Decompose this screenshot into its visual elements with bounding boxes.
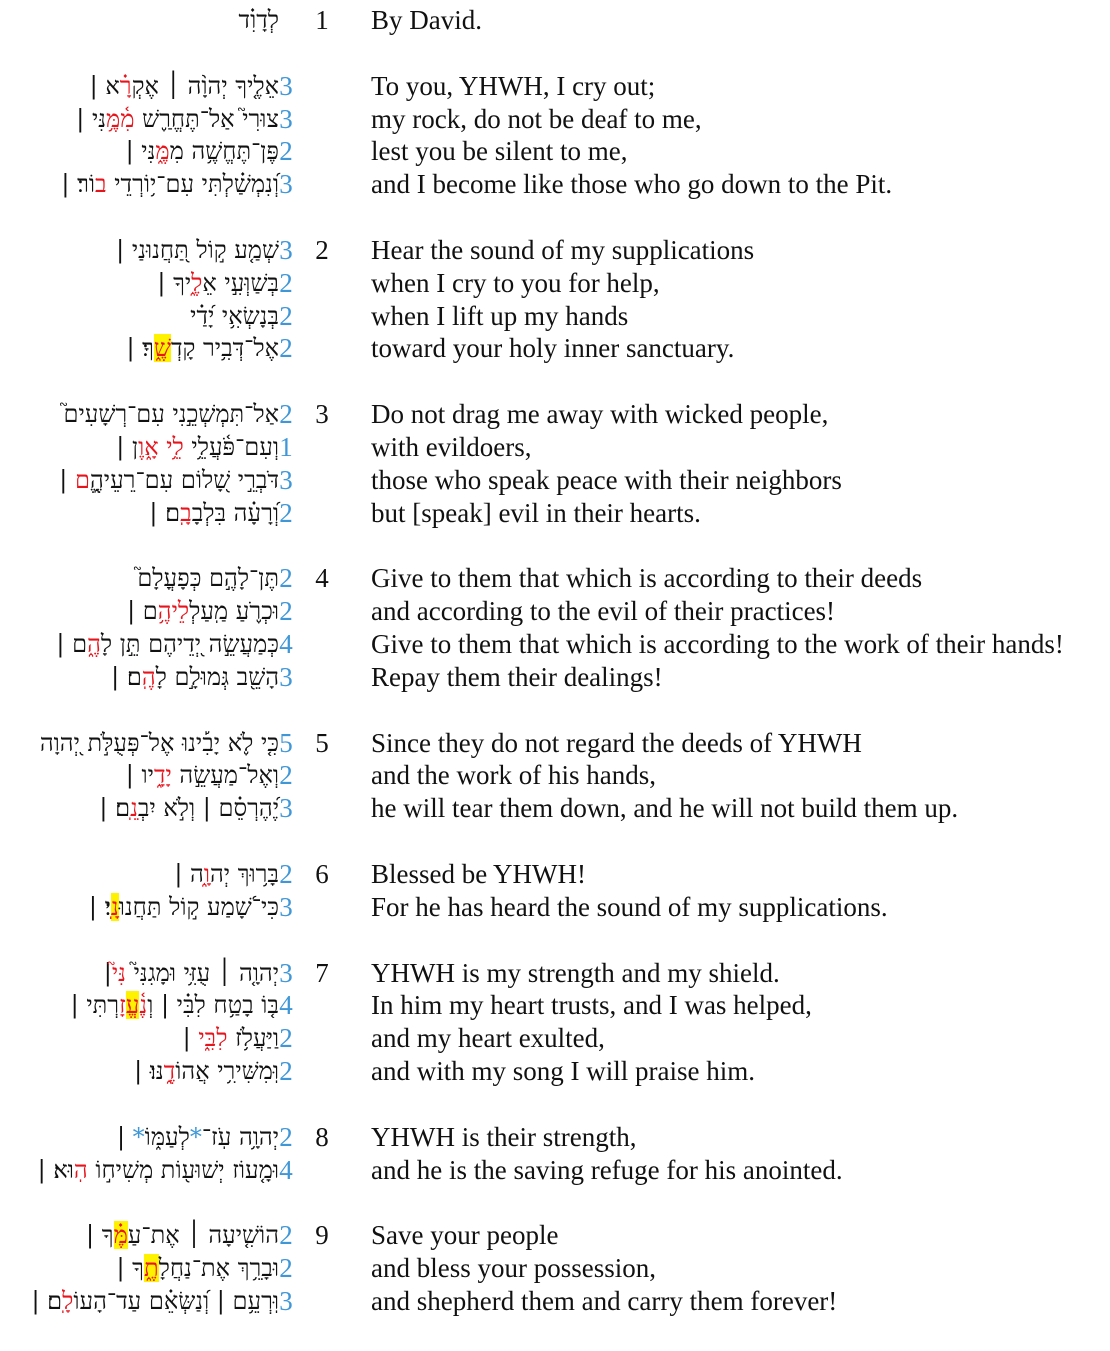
english-translation: and I become like those who go down to the Pit. [371,169,893,200]
verse-line [0,497,1110,530]
hebrew-segment: בּ֤וֹ בָטַ֥ח לִבִּ֗י | וְ [147,991,279,1020]
verse-line [0,957,1110,990]
hebrew-text [90,70,279,103]
english-translation: Hear the sound of my supplications [371,234,755,265]
hebrew-segment-hl: מֶּ֗ [113,1221,128,1250]
syllable-count: 2 [279,760,293,791]
verse-number: 8 [315,1121,329,1152]
hebrew-text [239,4,279,37]
hebrew-segment: ה | [174,859,204,888]
english-translation: Save your people [371,1220,559,1251]
hebrew-segment: וְ֝נִמְשַׁ֗לְתִּי עִם־י֥וֹרְדֵי [106,170,279,199]
verse-line [0,1219,1110,1252]
english-translation: and bless your possession, [371,1253,656,1284]
verse-line [0,1121,1110,1154]
syllable-count: 4 [279,628,293,659]
hebrew-segment-red: נִּי֮ [111,958,126,987]
verse-line [0,332,1110,365]
verse-line [0,168,1110,201]
syllable-count: 3 [279,793,293,824]
hebrew-text [40,727,279,760]
syllable-count: 2 [279,333,293,364]
syllable-count: 3 [279,103,293,134]
syllable-count: 4 [279,1154,293,1185]
verse-line [0,792,1110,825]
hebrew-text [127,595,279,628]
hebrew-segment: אַל־תִּמְשְׁכֵ֣נִי עִם־רְשָׁעִים֮ [63,400,279,429]
verse-line [0,858,1110,891]
hebrew-text [157,267,279,300]
verse-line [0,398,1110,431]
stanza [0,234,1110,365]
hebrew-segment: בְּשַׁוְּעִ֣י אֵ [202,268,279,297]
verse-line [0,103,1110,136]
hebrew-segment-red: יָדָ֑ [153,761,172,790]
hebrew-segment-red: רָ֗ [119,71,132,100]
hebrew-segment: יו | [125,761,154,790]
hebrew-segment: ם׃ | [111,662,142,691]
hebrew-text [137,562,279,595]
syllable-count: 2 [279,136,293,167]
english-translation: To you, YHWH, I cry out; [371,70,656,101]
stanza [0,70,1110,201]
syllable-count: 2 [279,1055,293,1086]
verse-line [0,989,1110,1022]
verse-number: 3 [315,399,329,430]
hebrew-text [59,464,279,497]
hebrew-segment: תֶּן־לָהֶ֣ם כְּפָעֳלָם֮ [137,564,279,593]
hebrew-segment-hl: עֱ [125,991,140,1020]
verse-line [0,759,1110,792]
syllable-count: 2 [279,1121,293,1152]
hebrew-segment: ם׃ | [99,794,131,823]
hebrew-segment: וּֽרְעֵ֥ם | וְ֝נַשְּׂאֵ֗ם עַד־הָעוֹ [73,1286,279,1315]
syllable-count: 3 [279,1285,293,1316]
syllable-count: 3 [279,957,293,988]
english-translation: toward your holy inner sanctuary. [371,333,735,364]
syllable-count: 1 [279,431,293,462]
stanza [0,727,1110,825]
hebrew-text [31,1285,279,1318]
hebrew-segment: ם׃ | [31,1286,63,1315]
verse-line [0,1022,1110,1055]
english-translation: and according to the evil of their practices! [371,596,836,627]
verse-line [0,135,1110,168]
stanza [0,1121,1110,1187]
hebrew-segment: ךָ | [116,1254,144,1283]
hebrew-text [89,891,279,924]
stanza [0,1219,1110,1317]
verse-line [0,70,1110,103]
english-translation: Repay them their dealings! [371,661,663,692]
hebrew-segment: כִּי־שָׁ֝מַע ק֣וֹל תַּחֲנוּ [118,892,279,921]
hebrew-text [149,497,279,530]
hebrew-segment: בָּר֥וּךְ יְה [209,859,279,888]
hebrew-segment: | [116,1122,133,1151]
verse-number: 7 [315,957,329,988]
hebrew-segment: יךָ | [157,268,192,297]
english-translation: Since they do not regard the deeds of YHWH [371,727,862,758]
verse-number: 6 [315,858,329,889]
english-translation: my rock, do not be deaf to me, [371,103,702,134]
hebrew-segment: רְתִּי | [70,991,120,1020]
hebrew-segment-red: לֵ֥י אָ֑וֶ [138,432,184,461]
hebrew-segment: יְהוָ֥ה עֹֽז־ [201,1122,279,1151]
hebrew-segment-red: מִ֫מֶּ֥ [106,104,135,133]
hebrew-text [63,398,279,431]
hebrew-segment-red: ה [73,1155,88,1184]
english-translation: Give to them that which is according to their deeds [371,563,923,594]
english-translation: lest you be silent to me, [371,136,628,167]
english-translation: and my heart exulted, [371,1023,605,1054]
english-translation: YHWH is their strength, [371,1121,637,1152]
stanza [0,562,1110,693]
hebrew-text [104,957,279,990]
hebrew-text [71,989,279,1022]
hebrew-segment: ם | [127,597,158,626]
hebrew-segment: אֵלֶ֤יךָ יְהוָ֨ה ׀ אֶקְ [131,71,279,100]
verse-line [0,234,1110,267]
syllable-count: 2 [279,267,293,298]
syllable-count: 3 [279,464,293,495]
hebrew-segment: הוֹשִׁ֤יעָה ׀ אֶת־עַ [127,1221,279,1250]
syllable-count: 2 [279,1023,293,1054]
hebrew-segment: וּֽמִשִּׁירִ֥י אֲהוֹ [175,1056,279,1085]
verse-number: 4 [315,563,329,594]
hebrew-text [190,300,279,333]
hebrew-text [61,168,279,201]
syllable-count: 4 [279,990,293,1021]
hebrew-segment: ֽוּא׃ | [37,1155,74,1184]
hebrew-segment: וְאֶל־מַעֲשֵׂ֣ה [171,761,279,790]
hebrew-segment: | [182,1024,199,1053]
verse-line [0,1154,1110,1187]
syllable-count: 2 [279,399,293,430]
verse-line [0,891,1110,924]
stanza [0,398,1110,529]
english-translation: and he is the saving refuge for his anointed. [371,1154,843,1185]
english-translation: By David. [371,5,482,35]
hebrew-segment: ךָ | [86,1221,114,1250]
verse-line [0,4,1110,37]
hebrew-segment-hl: שֶׁ֑ [153,334,171,363]
hebrew-segment: ךָ׃ | [126,334,154,363]
syllable-count: 3 [279,70,293,101]
hebrew-segment: הָשֵׁ֖ב גְּמוּלָ֣ם לָ [155,662,279,691]
hebrew-segment: וַיַּעֲלֹ֥ז [227,1024,279,1053]
hebrew-segment-red: דֶ֑ [163,1056,176,1085]
hebrew-text [126,135,279,168]
hebrew-segment-red: זָ [119,991,126,1020]
hebrew-segment: וְעִם־פֹּ֫עֲלֵ֥י [183,432,279,461]
hebrew-segment-red: נֵֽ [130,794,138,823]
hebrew-text [117,1121,279,1154]
hebrew-text [116,234,279,267]
hebrew-text [134,1055,279,1088]
english-translation: when I cry to you for help, [371,267,660,298]
english-translation: when I lift up my hands [371,300,629,331]
english-translation: In him my heart trusts, and I was helped, [371,990,812,1021]
english-translation: and with my song I will praise him. [371,1055,755,1086]
english-translation: and shepherd them and carry them forever! [371,1285,838,1316]
hebrew-segment: אֶל־דְּבִ֥יר קָדְ [170,334,279,363]
hebrew-segment: וְ֝רָעָ֗ה בִּלְבָ [191,498,279,527]
english-translation: Blessed be YHWH! [371,858,586,889]
hebrew-segment: ם | [56,629,88,658]
syllable-count: 2 [279,300,293,331]
verse-line [0,431,1110,464]
syllable-count: 3 [279,234,293,265]
hebrew-segment: ן | [116,432,139,461]
hebrew-segment: א | [89,71,120,100]
english-translation: For he has heard the sound of my supplications. [371,891,888,922]
verse-line [0,300,1110,333]
hebrew-segment-red: לִבִּ֑י [198,1024,228,1053]
verse-line [0,628,1110,661]
verse-line [0,1055,1110,1088]
hebrew-segment-red: הֶֽ [141,662,156,691]
hebrew-text [111,661,279,694]
hebrew-segment: יֶ֝הֶרְסֵ֗ם | וְלֹ֣א יִבְ [137,794,279,823]
hebrew-segment-red: בָֽ [180,498,192,527]
syllable-count: 3 [279,661,293,692]
hebrew-segment-red: מֶּ֑ [155,137,170,166]
syllable-count: 3 [279,169,293,200]
hebrew-text [99,792,279,825]
hebrew-segment-star: * [132,1122,145,1151]
hebrew-segment: פֶּן־תֶּחֱשֶׁ֥ה מִ [169,137,279,166]
hebrew-segment: לְעַמּ֑וֹ [144,1122,190,1151]
hebrew-segment: דֹּבְרֵ֣י שָׁ֭לוֹם עִם־רֵעֵיהֶ [90,465,279,494]
hebrew-segment-red: ב [95,170,107,199]
hebrew-segment: נִּי | [76,104,107,133]
english-translation: but [speak] evil in their hearts. [371,497,701,528]
syllable-count: 2 [279,1253,293,1284]
hebrew-text [183,1022,279,1055]
verse-line [0,562,1110,595]
hebrew-segment: נּוּ׃ | [134,1056,164,1085]
hebrew-segment-red: לֵיהֶ֥ [157,597,190,626]
verse-line [0,267,1110,300]
hebrew-segment: וֹר׃ | [61,170,96,199]
verse-line [0,1252,1110,1285]
verse-line [0,595,1110,628]
stanza [0,957,1110,1088]
verse-number: 2 [315,234,329,265]
english-translation: YHWH is my strength and my shield. [371,957,780,988]
hebrew-text [38,1154,279,1187]
hebrew-segment: | [59,465,76,494]
verse-number: 5 [315,727,329,758]
hebrew-segment-red: ֶ֑ם [75,465,90,494]
hebrew-text [126,759,279,792]
english-translation: those who speak peace with their neighbors [371,464,842,495]
hebrew-text [174,858,279,891]
syllable-count: 2 [279,563,293,594]
hebrew-segment-red: לָֽ [62,1286,74,1315]
hebrew-segment-red: הֶ֑ [87,629,101,658]
hebrew-segment: צוּרִי֮ אַל־תֶּחֱרַ֪שׁ [134,104,279,133]
hebrew-segment: וּבָרֵ֥ךְ אֶת־נַחֲלָ [158,1254,279,1283]
verse-line [0,1285,1110,1318]
english-translation: Do not drag me away with wicked people, [371,399,829,430]
hebrew-segment: ם׃ | [149,498,181,527]
hebrew-segment-red: נֶ֫ [139,991,148,1020]
hebrew-segment: לְדָוִ֗ד [238,6,279,34]
english-translation: with evildoers, [371,431,532,462]
syllable-count: 5 [279,727,293,758]
hebrew-segment: | [103,958,112,987]
psalm-document [0,4,1110,1351]
hebrew-segment: נִּי | [125,137,156,166]
verse-number: 1 [315,5,329,35]
hebrew-segment: כְּמַעֲשֵׂ֣ה יְ֭דֵיהֶם תֵּ֣ן לָ [100,629,279,658]
verse-number: 9 [315,1220,329,1251]
hebrew-segment-hl: תֶ֑ [143,1254,159,1283]
verse-line [0,727,1110,760]
hebrew-segment: וּמָ֤עוֹז יְשׁוּע֖וֹת מְשִׁיח֣וֹ [87,1155,279,1184]
english-translation: Give to them that which is according to the work of their hands! [371,628,1064,659]
verse-line [0,464,1110,497]
syllable-count: 2 [279,858,293,889]
hebrew-segment: שְׁמַ֤ע ק֣וֹל תַּ֭חֲנוּנַי | [116,235,279,264]
hebrew-text [126,332,279,365]
hebrew-segment-red: לֶ֑ [191,268,203,297]
hebrew-text [116,1252,279,1285]
english-translation: and the work of his hands, [371,760,656,791]
syllable-count: 3 [279,891,293,922]
verse-line [0,661,1110,694]
hebrew-text [116,431,279,464]
hebrew-text [76,103,279,136]
hebrew-text [56,628,279,661]
hebrew-text [86,1219,279,1252]
hebrew-segment-hl: נָֽ [110,892,119,921]
syllable-count: 2 [279,1220,293,1251]
hebrew-segment: בְּנָשְׂאִ֥י יָ֝דַ֗י [190,301,279,330]
hebrew-segment-star: * [189,1122,202,1151]
hebrew-segment: י׃ | [88,892,111,921]
hebrew-segment: וּכְרֹ֪עַ מַֽעַלְ [189,597,279,626]
english-translation: he will tear them down, and he will not build them up. [371,793,959,824]
stanza [0,4,1110,37]
syllable-count: 2 [279,596,293,627]
hebrew-segment-red: וָ֑ [203,859,210,888]
hebrew-segment: כִּ֤י לֹ֪א יָבִ֡ינוּ אֶל־פְּעֻלֹּ֣ת יְ֭הוָה [39,728,279,757]
hebrew-segment: יְהוָ֤ה ׀ עֻזִּ֥י וּמָגִנִּי֮ [125,958,279,987]
stanza [0,858,1110,924]
syllable-count: 2 [279,497,293,528]
